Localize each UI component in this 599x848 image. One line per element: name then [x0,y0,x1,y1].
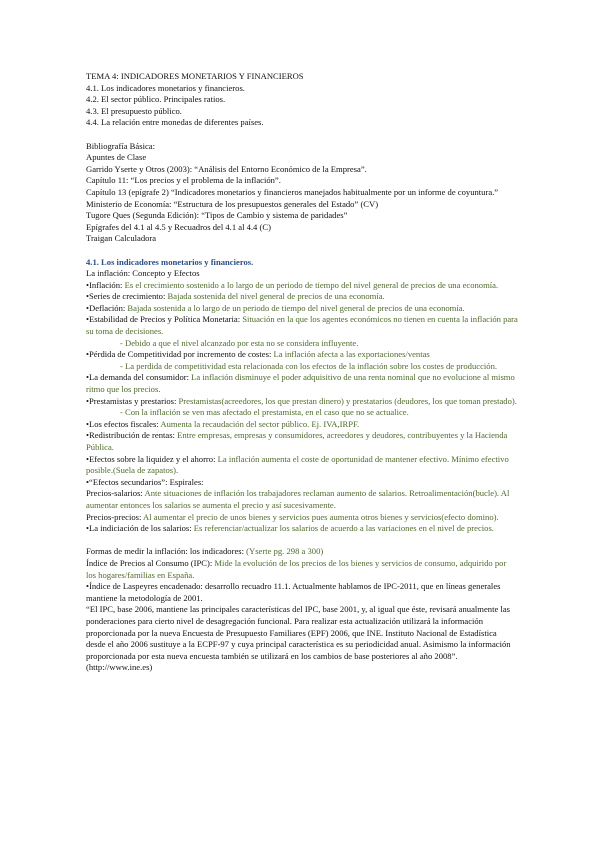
entry-term: •Los efectos fiscales: [86,418,159,429]
entry-text: Mide la evolución de los precios de los bienes y servicios de consumo, adquirido por los hogares/familias en España. [86,557,507,580]
entry-subpoint: - Con la inflación se ven mas afectado el prestamista, en el caso que no se actualice. [120,407,409,418]
bibliography-item: Capítulo 13 (epígrafe 2) “Indicadores monetarios y financieros manejados habitualmente por un informe de coyuntura.” [86,186,499,197]
entry-subpoint: - La perdida de competitividad esta relacionada con los efectos de la inflación sobre los costes de producción. [120,360,498,371]
ine-quote: “El IPC, base 2006, mantiene las principales características del IPC, base 2001, y, al igual que éste, revisará anualmente las ponderaciones para cierto nivel de desagregación funcional. Para realizar esta actualización utilizará la información proporcionada por la nueva Encuesta de Presupuesto Familiares (EPF) 2006, que INE. Instituto Nacional de Estadística desde el año 2006 sustituye a la ECPF-97 y cuya principal característica es su periodicidad anual. Asimismo la información proporcionada por esta nueva encuesta también se utilizará en los cambios de base posteriores al año 2008”. (http://www.ine.es) [86,604,511,673]
toc-item: 4.2. El sector público. Principales ratios. [86,94,226,105]
indicadores-intro [86,546,518,558]
entry-precios-salarios [86,488,518,511]
entry-espirales [86,477,518,489]
entry-term: Índice de Precios al Consumo (IPC): [86,557,213,568]
entry-redistribucion [86,430,518,453]
entry-term: •Pérdida de Competitividad por incremento de costes: [86,349,272,360]
entry-term: •La indiciación de los salarios: [86,523,192,534]
entry-text: Es el crecimiento sostenido a lo largo de un periodo de tiempo del nivel general de precios de una economía. [122,279,499,290]
entry-text: La inflación aumenta el coste de oportunidad de mantener efectivo. Mínimo efectivo posible.(Suela de zapatos). [86,453,509,476]
bibliography-item: Capítulo 11: “Los precios y el problema de la inflación”. [86,175,281,186]
entry-inflacion [86,280,518,292]
section-heading: 4.1. Los indicadores monetarios y financieros. [86,256,254,267]
bibliography-item: Apuntes de Clase [86,152,147,163]
entry-text: Aumenta la recaudación del sector público. Ej. IVA,IRPF. [158,418,360,429]
toc-item: 4.4. La relación entre monedas de diferentes países. [86,117,264,128]
bibliography-heading: Bibliografía Básica: [86,140,155,151]
entry-indiciacion [86,523,518,535]
ipc-definition [86,558,518,581]
entry-term: Precios-salarios: [86,488,143,499]
entry-term: Precios-precios: [86,511,142,522]
entry-text: Es referenciar/actualizar los salarios de acuerdo a las variaciones en el nivel de precios. [191,523,494,534]
entry-term: •Estabilidad de Precios y Política Monetaria: [86,314,241,325]
entry-subpoint: - Debido a que el nivel alcanzado por esta no se considera influyente. [120,337,359,348]
bibliography-item: Ministerio de Economía: “Estructura de los presupuestos generales del Estado” (CV) [86,198,379,209]
toc-item: 4.1. Los indicadores monetarios y financieros. [86,82,245,93]
bibliography-item: Traigan Calculadora [86,233,157,244]
document-body [86,71,518,674]
entry-term: •Efectos sobre la liquidez y el ahorro: [86,453,216,464]
entry-term: •Redistribución de rentas: [86,430,175,441]
section-subheading: La inflación: Concepto y Efectos [86,268,200,279]
bibliography-item: Tugore Ques (Segunda Edición): “Tipos de Cambio y sistema de paridades” [86,210,348,221]
entry-fiscales [86,419,518,431]
entry-text: La inflación disminuye el poder adquisitivo de una renta nominal que no evolucione al mismo ritmo que los precios. [86,372,515,395]
toc-item: 4.3. El presupuesto público. [86,105,182,116]
entry-text: Ante situaciones de inflación los trabajadores reclaman aumento de salarios. Retroalimentación(bucle). Al aumentar entonces los salarios se aumenta el precio y así sucesivamente. [86,488,510,510]
entry-term: •Inflación: [86,279,123,290]
bibliography-item: Epígrafes del 4.1 al 4.5 y Recuadros del 4.1 al 4.4 (C) [86,221,271,232]
entry-term: Formas de medir la inflación: los indicadores: [86,546,244,557]
entry-text: Situación en la que los agentes económicos no tienen en cuenta la inflación para su toma de decisiones. [86,314,518,337]
bibliography-item: Garrido Yserte y Otros (2003): “Análisis del Entorno Económico de la Empresa”. [86,163,367,174]
entry-text: (Yserte pg. 298 a 300) [244,546,324,557]
entry-text: Bajada sostenida del nivel general de precios de una economía. [165,291,385,302]
entry-term: •Deflación: [86,302,126,313]
entry-precios-precios [86,512,518,524]
entry-liquidez [86,454,518,477]
entry-deflacion [86,303,518,315]
entry-estabilidad [86,314,518,337]
entry-text: La inflación afecta a las exportaciones/ventas [271,349,430,360]
entry-competitividad [86,349,518,361]
entry-term: •“Efectos secundarios”: Espirales: [86,476,204,487]
entry-prestamistas [86,396,518,408]
document-title: TEMA 4: INDICADORES MONETARIOS Y FINANCIEROS [86,71,304,81]
entry-demanda [86,372,518,395]
entry-text: Bajada sostenida a lo largo de un periodo de tiempo del nivel general de precios de una economía. [125,302,465,313]
entry-series [86,291,518,303]
laspeyres-paragraph: •Índice de Laspeyres encadenado: desarrollo recuadro 11.1. Actualmente hablamos de IPC-2011, que en líneas generales mantiene la metodología de 2001. [86,581,501,603]
entry-term: •Prestamistas y prestarios: [86,395,177,406]
entry-text: Prestamistas(acreedores, los que prestan dinero) y prestatarios (deudores, los que toman prestado). [176,395,517,406]
entry-term: •Series de crecimiento: [86,291,166,302]
entry-text: Entre empresas, empresas y consumidores, acreedores y deudores, contribuyentes y la Hacienda Pública. [86,430,508,452]
entry-text: Al aumentar el precio de unos bienes y servicios pues aumenta otros bienes y servicios(efecto domino). [141,511,499,522]
entry-term: •La demanda del consumidor: [86,372,189,383]
